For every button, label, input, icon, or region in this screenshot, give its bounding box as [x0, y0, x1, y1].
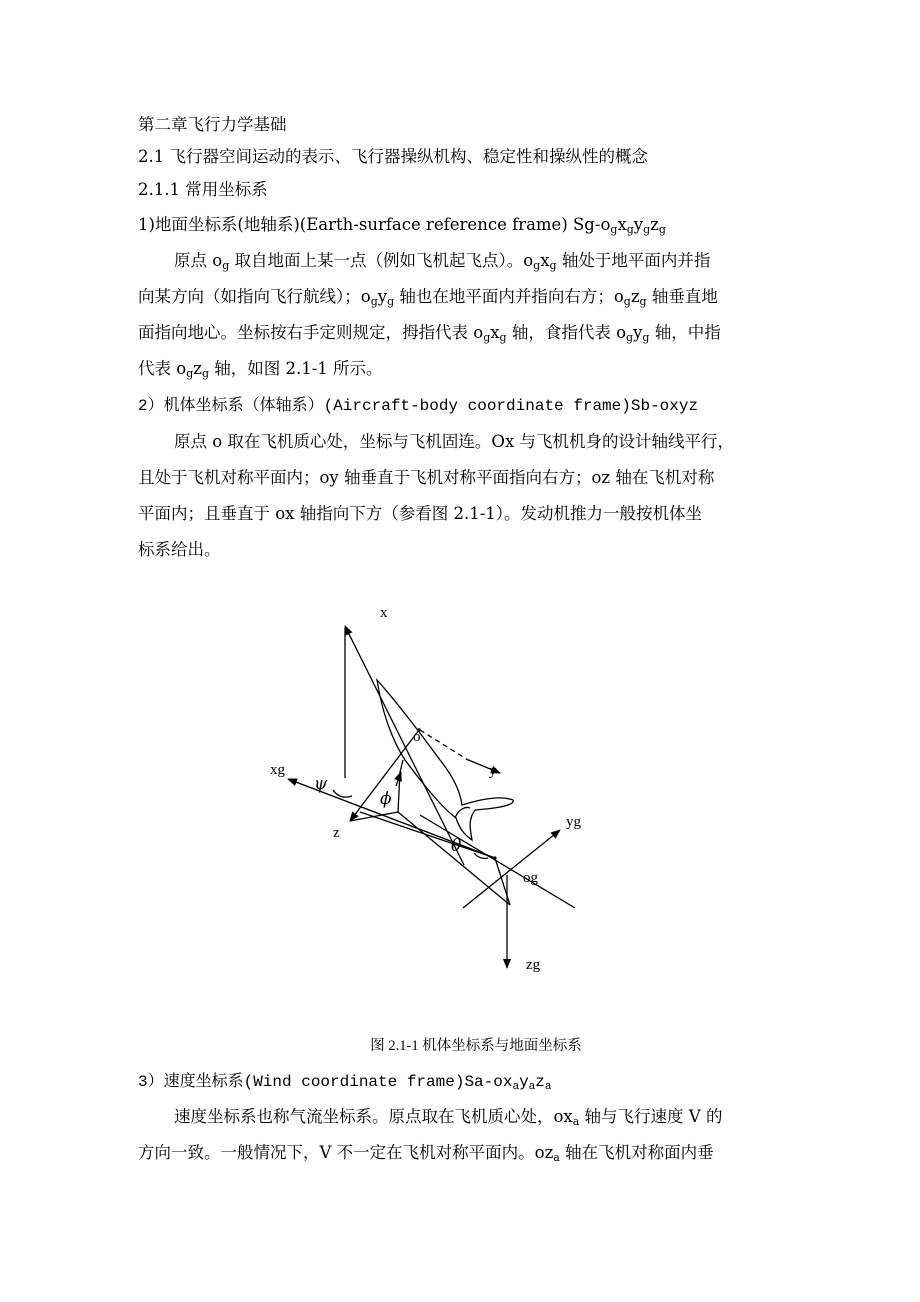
sub: g [483, 331, 491, 344]
text: 轴也在地平面内并指向右方；o [394, 287, 624, 306]
sub: a [572, 1115, 580, 1128]
text: 轴，如图 2.1-1 所示。 [208, 359, 383, 378]
sub: a [512, 1081, 520, 1093]
text: 速度坐标系也称气流坐标系。原点取在飞机质心处，ox [174, 1107, 573, 1126]
label-yg: yg [566, 814, 581, 830]
item1-heading-text: 1)地面坐标系(地轴系)(Earth-surface reference frame) Sg-o [138, 215, 611, 234]
item1-heading-text: x [617, 215, 627, 234]
chapter-title: 第二章飞行力学基础 [138, 115, 287, 134]
label-psi: ψ [314, 774, 328, 794]
item3-paragraph-line [174, 1109, 722, 1126]
ground-yg-axis [463, 830, 560, 908]
sub: g [642, 331, 650, 344]
text: 代表 o [138, 359, 187, 378]
sub: g [626, 223, 634, 236]
text: x [540, 251, 550, 270]
sub: g [549, 259, 557, 272]
sub: g [499, 331, 507, 344]
label-zg: zg [526, 957, 541, 973]
text: 取自地面上某一点（例如飞机起飞点）。o [229, 251, 534, 270]
label-z: z [333, 825, 340, 841]
text: y [377, 287, 388, 306]
item1-heading-text: y [633, 215, 644, 234]
label-y: y [489, 763, 497, 779]
item3-heading [138, 1073, 552, 1093]
text: 方向一致。一般情况下，V 不一定在飞机对称平面内。oz [138, 1143, 554, 1162]
text: 面指向地心。坐标按右手定则规定，拇指代表 o [138, 323, 484, 342]
label-phi: ϕ [380, 789, 392, 809]
label-o: o [413, 729, 421, 745]
item2-paragraph-line: 原点 o 取在飞机质心处，坐标与飞机固连。Ox 与飞机机身的设计轴线平行， [174, 432, 735, 451]
text: 轴，食指代表 o [506, 323, 627, 342]
sub: g [387, 295, 395, 308]
text: y [519, 1073, 529, 1091]
sub: g [370, 295, 378, 308]
body-x-axis [345, 626, 464, 865]
text: 轴处于地平面内并指 [556, 251, 711, 270]
sub: g [186, 367, 194, 380]
item2-paragraph-line: 标系给出。 [138, 540, 221, 559]
text: z [630, 287, 640, 306]
sub: g [639, 295, 647, 308]
item2-paragraph-line: 平面内；且垂直于 ox 轴指向下方（参看图 2.1-1）。发动机推力一般按机体坐 [138, 504, 703, 523]
sub: g [643, 223, 651, 236]
label-xg: xg [270, 762, 285, 778]
text: 向某方向（如指向飞行航线）；o [138, 287, 371, 306]
sub: g [623, 295, 631, 308]
psi-arc [333, 790, 352, 797]
item1-heading-text: z [650, 215, 659, 234]
figure-caption: 图 2.1-1 机体坐标系与地面坐标系 [370, 1038, 582, 1054]
sub: a [553, 1151, 560, 1164]
sub: a [528, 1081, 536, 1093]
sub: g [201, 367, 209, 380]
subsection-title: 2.1.1 常用坐标系 [138, 180, 268, 199]
sub: g [610, 223, 618, 236]
aircraft-tail [455, 807, 470, 818]
text: x [490, 323, 500, 342]
item3-paragraph-line [138, 1145, 714, 1162]
item2-heading: 2）机体坐标系（体轴系）(Aircraft-body coordinate frame)Sb-oxyz [138, 397, 699, 415]
sub: g [626, 331, 634, 344]
body-y-axis-hidden [420, 730, 468, 760]
label-x: x [380, 605, 388, 621]
aircraft-outline [377, 680, 513, 840]
text: z [193, 359, 202, 378]
text: z [535, 1073, 545, 1091]
text: 轴垂直地 [646, 287, 718, 306]
section-title: 2.1 飞行器空间运动的表示、飞行器操纵机构、稳定性和操纵性的概念 [138, 147, 648, 166]
text: 原点 o [174, 251, 223, 270]
sub: g [222, 259, 230, 272]
text: 轴与飞行速度 V 的 [579, 1107, 723, 1126]
text: 轴，中指 [649, 323, 721, 342]
label-theta: θ [451, 836, 462, 856]
label-og: og [523, 870, 538, 886]
ground-origin-dot [493, 856, 496, 859]
sub: a [544, 1081, 552, 1093]
text: 3）速度坐标系(Wind coordinate frame)Sa-ox [138, 1073, 513, 1091]
sub: g [533, 259, 541, 272]
helper-line [400, 760, 403, 772]
sub: g [658, 223, 666, 236]
item2-paragraph-line: 且处于飞机对称平面内；oy 轴垂直于飞机对称平面指向右方；oz 轴在飞机对称 [138, 468, 715, 487]
text: 轴在飞机对称面内垂 [559, 1143, 714, 1162]
text: y [633, 323, 643, 342]
